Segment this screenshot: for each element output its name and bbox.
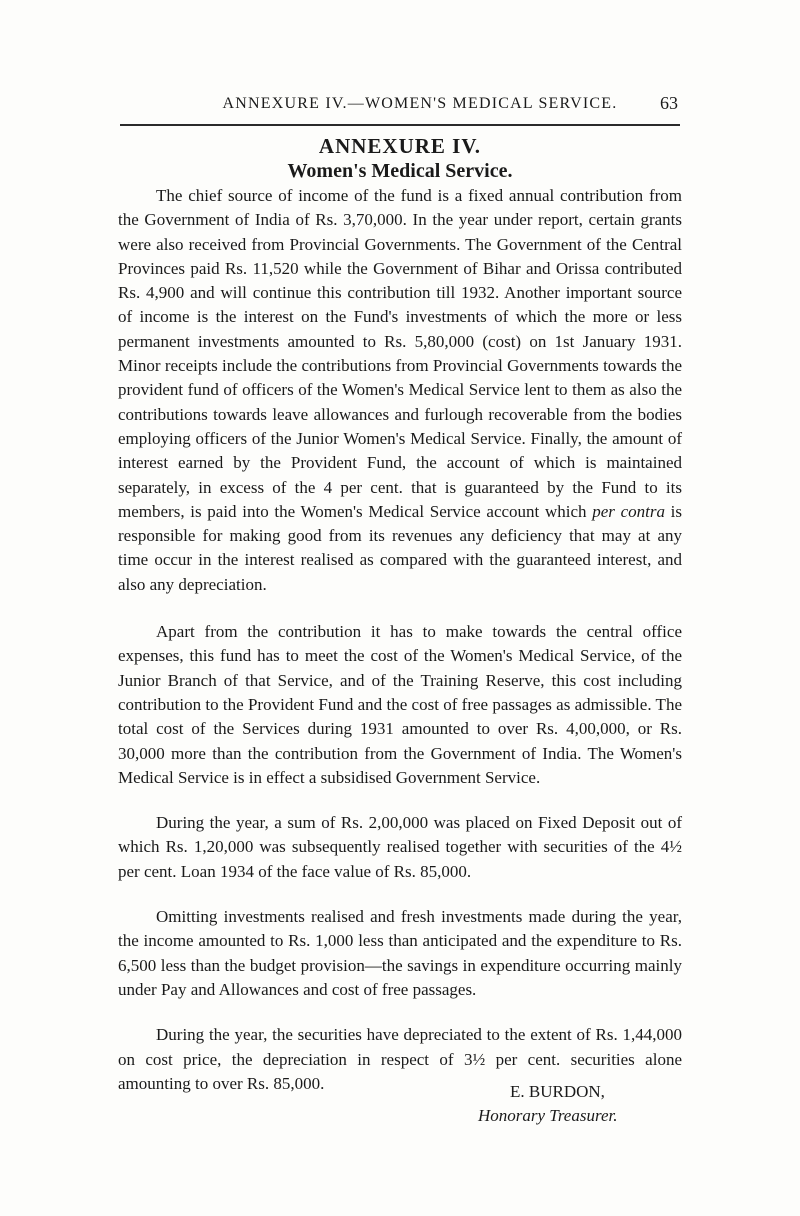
paragraph-budget: Omitting investments realised and fresh investments made during the year, the income amounted to Rs. 1,000 less than anticipated and the expenditure to Rs. 6,500 less than the budget provision—the savings in expenditure occurring mainly under Pay and Allowances and cost of free passages.	[118, 907, 682, 999]
paragraph-expenses: Apart from the contribution it has to make towards the central office expenses, this fund has to meet the cost of the Women's Medical Service, of the Junior Branch of that Service, and of the Training Reserve, this cost including contribution to the Provident Fund and the cost of free passages as admissible. The total cost of the Services during 1931 amounted to over Rs. 4,00,000, or Rs. 30,000 more than the contribution from the Government of India. The Women's Medical Service is in effect a subsidised Government Service.	[118, 622, 682, 787]
paragraph-text: is responsible for making good from its revenues any deficiency that may at any time occur in the interest realised as compared with the guaranteed interest, and also any depreciation.	[118, 501, 683, 594]
body-text	[118, 184, 682, 1117]
signatory-title: Honorary Treasurer.	[478, 1106, 618, 1125]
section-subtitle: Women's Medical Service.	[287, 160, 513, 182]
paragraph-text: The chief source of income of the fund is a fixed annual contribution from the Government of India of Rs. 3,70,000. In the year under report, certain grants were also received from Provincial Governments. The Government of the Central Provinces paid Rs. 11,520 while the Government of Bihar and Orissa contributed Rs. 4,900 and will continue this contribution till 1932. Another important source of income is the interest on the Fund's investments of which the more or less permanent investments amounted to Rs. 5,80,000 (cost) on 1st January 1931. Minor receipts include the contributions from Provincial Governments towards the provident fund of officers of the Women's Medical Service lent to them as also the contributions towards leave allowances and furlough recoverable from the bodies employing officers of the Junior Women's Medical Service. Finally, the amount of interest earned by the Provident Fund, the account of which is maintained separately, in excess of the 4 per cent. that is guaranteed by the Fund to its members, is paid into the Women's Medical Service account which	[118, 186, 682, 521]
signature-block	[460, 1080, 690, 1128]
header-rule	[120, 124, 680, 126]
paragraph-italic-text: per contra	[592, 501, 665, 521]
signatory-name: E. BURDON,	[510, 1082, 605, 1101]
paragraph-fixed-deposit: During the year, a sum of Rs. 2,00,000 was placed on Fixed Deposit out of which Rs. 1,20,000 was subsequently realised together with securities of the 4½ per cent. Loan 1934 of the face value of Rs. 85,000.	[118, 813, 682, 881]
annexure-title: ANNEXURE IV.	[318, 134, 482, 158]
paragraph-depreciation: During the year, the securities have depreciated to the extent of Rs. 1,44,000 on cost price, the depreciation in respect of 3½ per cent. securities alone amounting to over Rs. 85,000.	[118, 1025, 682, 1093]
page-number: 63	[660, 93, 678, 113]
paragraph-income-sources	[118, 184, 682, 597]
running-head: ANNEXURE IV.—WOMEN'S MEDICAL SERVICE.	[222, 95, 618, 112]
